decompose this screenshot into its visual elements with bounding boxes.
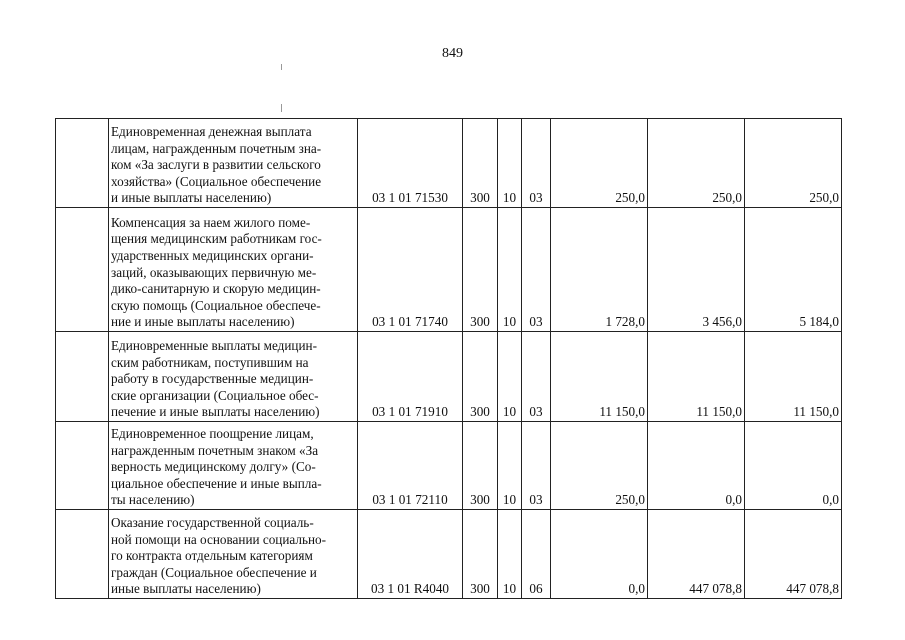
table-row xyxy=(56,208,842,332)
target-code-cell: 03 1 01 R4040 xyxy=(358,510,463,599)
expense-name-cell xyxy=(109,119,358,208)
amount-year1-cell: 250,0 xyxy=(551,422,648,510)
row-index-cell xyxy=(56,332,109,422)
expense-type-cell: 300 xyxy=(463,119,498,208)
target-code-cell: 03 1 01 71530 xyxy=(358,119,463,208)
expense-name-line: ские организации (Социальное обес- xyxy=(111,387,319,403)
amount-year3-cell: 0,0 xyxy=(745,422,842,510)
scan-mark-upper xyxy=(281,104,282,112)
section-cell: 10 xyxy=(498,208,522,332)
row-index-cell xyxy=(56,422,109,510)
expense-type-cell: 300 xyxy=(463,510,498,599)
amount-year2-cell: 3 456,0 xyxy=(648,208,745,332)
amount-year1-cell: 0,0 xyxy=(551,510,648,599)
page-number: 849 xyxy=(442,46,463,61)
expense-name-line: скую помощь (Социальное обеспече- xyxy=(111,297,321,313)
target-code-cell: 03 1 01 72110 xyxy=(358,422,463,510)
expense-name-line: ние и иные выплаты населению) xyxy=(111,314,295,330)
section-cell: 10 xyxy=(498,510,522,599)
expense-name-line: ной помощи на основании социально- xyxy=(111,531,327,547)
table-row xyxy=(56,119,842,208)
amount-year2-cell: 250,0 xyxy=(648,119,745,208)
subsection-cell: 03 xyxy=(522,208,551,332)
amount-year1-cell: 11 150,0 xyxy=(551,332,648,422)
expense-name-line: печение и иные выплаты населению) xyxy=(111,404,320,420)
expense-type-cell: 300 xyxy=(463,208,498,332)
expense-name-line: ком «За заслуги в развитии сельского xyxy=(111,157,321,173)
subsection-cell: 03 xyxy=(522,119,551,208)
expense-name-line: го контракта отдельным категориям xyxy=(111,548,313,564)
expense-name-cell xyxy=(109,332,358,422)
expense-name-line: иные выплаты населению) xyxy=(111,581,261,597)
row-index-cell xyxy=(56,208,109,332)
expense-name-line: Оказание государственной социаль- xyxy=(111,515,314,531)
target-code-cell: 03 1 01 71910 xyxy=(358,332,463,422)
expense-name-line: ским работникам, поступившим на xyxy=(111,354,309,370)
subsection-cell: 03 xyxy=(522,332,551,422)
section-cell: 10 xyxy=(498,332,522,422)
expense-name-line: заций, оказывающих первичную ме- xyxy=(111,264,317,280)
expense-name-line: щения медицинским работникам гос- xyxy=(111,231,322,247)
expense-name-line: Компенсация за наем жилого поме- xyxy=(111,214,311,230)
row-index-cell xyxy=(56,510,109,599)
target-code-cell: 03 1 01 71740 xyxy=(358,208,463,332)
expense-name-line: хозяйства» (Социальное обеспечение xyxy=(111,173,322,189)
expense-name-cell xyxy=(109,208,358,332)
expense-name-line: награжденным почетным знаком «За xyxy=(111,442,319,458)
section-cell: 10 xyxy=(498,119,522,208)
expense-name-line: Единовременные выплаты медицин- xyxy=(111,338,317,354)
amount-year3-cell: 5 184,0 xyxy=(745,208,842,332)
expense-name-line: дико-санитарную и скорую медицин- xyxy=(111,281,321,297)
expense-type-cell: 300 xyxy=(463,332,498,422)
subsection-cell: 06 xyxy=(522,510,551,599)
expense-name-line: ты населению) xyxy=(111,492,195,508)
subsection-cell: 03 xyxy=(522,422,551,510)
expense-name-line: Единовременное поощрение лицам, xyxy=(111,426,314,442)
amount-year2-cell: 0,0 xyxy=(648,422,745,510)
expense-name-line: лицам, награжденным почетным зна- xyxy=(111,140,322,156)
table-row xyxy=(56,510,842,599)
expense-name-line: граждан (Социальное обеспечение и xyxy=(111,564,317,580)
table-row xyxy=(56,332,842,422)
amount-year1-cell: 250,0 xyxy=(551,119,648,208)
amount-year1-cell: 1 728,0 xyxy=(551,208,648,332)
expense-name-line: циальное обеспечение и иные выпла- xyxy=(111,475,322,491)
expense-name-cell xyxy=(109,422,358,510)
expense-name-line: и иные выплаты населению) xyxy=(111,190,272,206)
amount-year3-cell: 447 078,8 xyxy=(745,510,842,599)
expense-name-line: работу в государственные медицин- xyxy=(111,371,314,387)
amount-year3-cell: 11 150,0 xyxy=(745,332,842,422)
expense-name-line: ударственных медицинских органи- xyxy=(111,248,314,264)
expense-name-line: верность медицинскому долгу» (Со- xyxy=(111,459,316,475)
amount-year2-cell: 447 078,8 xyxy=(648,510,745,599)
scan-mark-top xyxy=(281,64,282,70)
expense-type-cell: 300 xyxy=(463,422,498,510)
expense-name-line: Единовременная денежная выплата xyxy=(111,124,312,140)
row-index-cell xyxy=(56,119,109,208)
amount-year2-cell: 11 150,0 xyxy=(648,332,745,422)
table-row xyxy=(56,422,842,510)
expense-name-cell xyxy=(109,510,358,599)
section-cell: 10 xyxy=(498,422,522,510)
budget-table xyxy=(55,118,842,599)
amount-year3-cell: 250,0 xyxy=(745,119,842,208)
